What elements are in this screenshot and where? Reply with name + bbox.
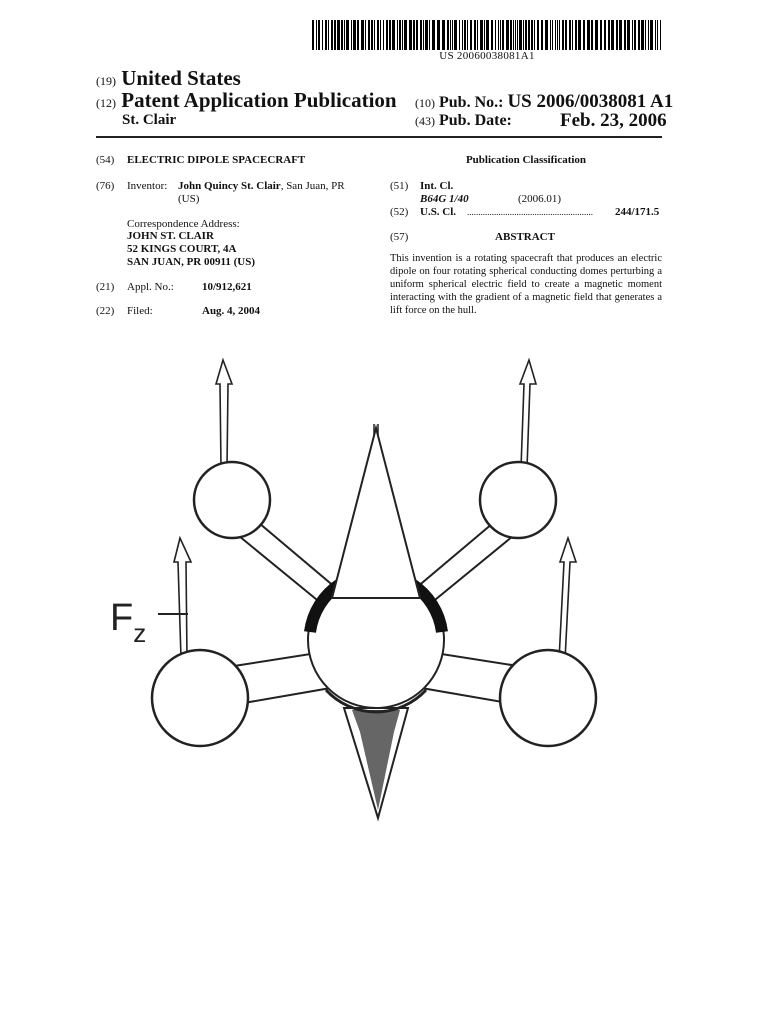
barcode-bar — [361, 20, 364, 50]
barcode-bar — [500, 20, 501, 50]
barcode-bar — [634, 20, 636, 50]
correspondence-label: Correspondence Address: — [127, 218, 240, 230]
barcode-bar — [371, 20, 373, 50]
barcode-bar — [325, 20, 327, 50]
barcode-bar — [454, 20, 457, 50]
uscl-label: U.S. Cl. — [420, 206, 457, 218]
barcode-bar — [502, 20, 504, 50]
uscl-value: 244/171.5 — [615, 206, 660, 218]
inventor-name: John Quincy St. Clair — [178, 180, 281, 192]
title-code: (54) — [96, 154, 115, 166]
barcode-bar — [344, 20, 345, 50]
barcode-bar — [645, 20, 646, 50]
barcode-bar — [447, 20, 449, 50]
lift-arrow-bottom-left — [174, 538, 191, 658]
barcode-bar — [608, 20, 610, 50]
barcode-bar — [619, 20, 622, 50]
barcode-bar — [322, 20, 323, 50]
barcode-bar — [316, 20, 317, 50]
barcode-bar — [517, 20, 518, 50]
barcode-bar — [423, 20, 424, 50]
barcode-bar — [545, 20, 548, 50]
barcode-bar — [655, 20, 656, 50]
inid-code-43: (43) — [415, 114, 435, 128]
lift-arrow-top-left — [216, 360, 232, 468]
barcode-bar — [557, 20, 558, 50]
barcode-bar — [498, 20, 499, 50]
barcode-bar — [413, 20, 415, 50]
barcode-bar — [432, 20, 435, 50]
sphere-top-right — [480, 462, 556, 538]
header-divider — [96, 136, 662, 138]
correspondence-line-1: JOHN ST. CLAIR — [127, 230, 214, 242]
barcode-bar — [641, 20, 644, 50]
barcode-bar — [595, 20, 598, 50]
barcode-bar — [357, 20, 359, 50]
barcode-bar — [632, 20, 633, 50]
barcode-bar — [377, 20, 379, 50]
barcode-bar — [506, 20, 509, 50]
barcode-bar — [452, 20, 453, 50]
barcode-bar — [402, 20, 403, 50]
barcode-bar — [409, 20, 412, 50]
barcode-bar — [528, 20, 530, 50]
uscl-code: (52) — [390, 206, 409, 218]
barcode-bar — [416, 20, 418, 50]
inid-code-10: (10) — [415, 96, 435, 110]
barcode-bar — [346, 20, 349, 50]
barcode-bar — [491, 20, 493, 50]
force-label — [110, 597, 146, 648]
barcode-bar — [587, 20, 590, 50]
filed-code: (22) — [96, 305, 115, 317]
sphere-bottom-right — [500, 650, 596, 746]
barcode-bar — [353, 20, 356, 50]
intcl-code: (51) — [390, 180, 409, 192]
barcode-bar — [562, 20, 564, 50]
barcode-bar — [515, 20, 516, 50]
barcode-bar — [365, 20, 366, 50]
abstract-code: (57) — [390, 231, 409, 243]
force-label-letter: F — [110, 597, 134, 639]
barcode-bar — [638, 20, 640, 50]
barcode-bar — [341, 20, 343, 50]
barcode-bar — [578, 20, 581, 50]
barcode-bar — [467, 20, 468, 50]
appl-code: (21) — [96, 281, 115, 293]
barcode-bar — [425, 20, 428, 50]
barcode-bar — [569, 20, 571, 50]
barcode-bar — [368, 20, 370, 50]
barcode-bar — [437, 20, 440, 50]
barcode-bar — [624, 20, 626, 50]
barcode-bar — [459, 20, 460, 50]
spacecraft-figure — [96, 340, 616, 830]
inventor-short-name: St. Clair — [122, 112, 177, 128]
barcode-bar — [523, 20, 524, 50]
barcode-bar — [450, 20, 451, 50]
barcode-bar — [477, 20, 478, 50]
barcode-bar — [351, 20, 352, 50]
barcode-bar — [525, 20, 527, 50]
inventor-code: (76) — [96, 180, 115, 192]
barcode-bar — [495, 20, 496, 50]
barcode-bar — [383, 20, 384, 50]
pub-number-label: Pub. No.: — [439, 94, 504, 111]
pub-date-line — [415, 112, 512, 130]
barcode-bar — [519, 20, 522, 50]
barcode-bar — [404, 20, 407, 50]
barcode-bar — [337, 20, 340, 50]
barcode-bar — [650, 20, 653, 50]
intcl-label: Int. Cl. — [420, 180, 454, 192]
barcode-bar — [552, 20, 553, 50]
barcode-bar — [464, 20, 466, 50]
barcode-bar — [583, 20, 585, 50]
barcode-bar — [555, 20, 556, 50]
barcode-bar — [386, 20, 388, 50]
sphere-top-left — [194, 462, 270, 538]
barcode-bar — [334, 20, 336, 50]
barcode-bar — [616, 20, 618, 50]
inventor-location: , San Juan, PR — [280, 180, 345, 192]
intcl-class: B64G 1/40 — [420, 193, 469, 205]
barcode-bar — [374, 20, 375, 50]
barcode-bar — [513, 20, 514, 50]
barcode-bar — [484, 20, 485, 50]
pub-date-value: Feb. 23, 2006 — [560, 110, 667, 131]
lift-arrow-bottom-right — [559, 538, 576, 660]
barcode-bar — [575, 20, 577, 50]
barcode-bar — [318, 20, 320, 50]
barcode-bar — [480, 20, 483, 50]
barcode-bar — [470, 20, 472, 50]
barcode-bar — [531, 20, 533, 50]
publication-type: Patent Application Publication — [121, 88, 397, 112]
correspondence-line-2: 52 KINGS COURT, 4A — [127, 243, 237, 255]
barcode-bar — [312, 20, 314, 50]
barcode-bar — [442, 20, 445, 50]
filed-date: Aug. 4, 2004 — [202, 305, 261, 317]
barcode-bar — [611, 20, 614, 50]
barcode-bar — [328, 20, 329, 50]
country: United States — [121, 66, 241, 90]
barcode-bar — [474, 20, 476, 50]
barcode-bar — [486, 20, 489, 50]
sphere-bottom-left — [152, 650, 248, 746]
barcode-bar — [591, 20, 593, 50]
barcode-bar — [541, 20, 543, 50]
abstract-text: This invention is a rotating spacecraft that produces an electric dipole on four rotating spherical conducting domes perturbing a uniform spherical electric field to create a magnetic moment interacting with the gradient of a magnetic field that generates a lift force on the hull. — [390, 253, 662, 316]
appl-label: Appl. No.: — [127, 281, 174, 293]
barcode-bar — [550, 20, 551, 50]
appl-number: 10/912,621 — [202, 281, 252, 293]
filed-label: Filed: — [127, 305, 153, 317]
pub-number-value: US 2006/0038081 A1 — [507, 91, 674, 112]
pub-date-label: Pub. Date: — [439, 112, 512, 129]
barcode-bar — [397, 20, 398, 50]
barcode-bar — [657, 20, 658, 50]
uscl-leader-dots: ........................................................ — [467, 207, 593, 217]
publication-type-line — [96, 88, 397, 113]
intcl-year: (2006.01) — [518, 193, 562, 205]
abstract-heading: ABSTRACT — [495, 231, 555, 243]
barcode-bar — [510, 20, 512, 50]
correspondence-line-3: SAN JUAN, PR 00911 (US) — [127, 256, 256, 268]
barcode-bar — [429, 20, 430, 50]
barcode-bar — [331, 20, 333, 50]
barcode-bar — [537, 20, 539, 50]
top-spike — [332, 424, 420, 598]
force-label-subscript: z — [133, 618, 147, 648]
inid-code-19: (19) — [96, 74, 116, 88]
patent-title: ELECTRIC DIPOLE SPACECRAFT — [127, 154, 306, 166]
barcode-bar — [392, 20, 395, 50]
inventor-entry — [178, 180, 345, 193]
barcode-number: US 20060038081A1 — [439, 50, 535, 62]
lift-arrow-top-right — [520, 360, 536, 468]
inid-code-12: (12) — [96, 96, 116, 110]
classification-heading: Publication Classification — [465, 154, 587, 166]
inventor-label: Inventor: — [127, 180, 168, 192]
barcode-bar — [600, 20, 602, 50]
barcode-bar — [572, 20, 573, 50]
barcode-bar — [399, 20, 401, 50]
barcode-bar — [462, 20, 463, 50]
barcode-bar — [648, 20, 649, 50]
barcode-bar — [534, 20, 535, 50]
barcode-bar — [627, 20, 630, 50]
bottom-spike — [344, 708, 408, 818]
barcode-bar — [660, 20, 661, 50]
barcode-bar — [420, 20, 422, 50]
barcode-bar — [604, 20, 606, 50]
barcode-bar — [380, 20, 381, 50]
barcode-bar — [559, 20, 560, 50]
barcode-bar — [565, 20, 567, 50]
barcode-bar — [389, 20, 391, 50]
barcode — [312, 20, 662, 50]
inventor-country: (US) — [178, 193, 200, 205]
